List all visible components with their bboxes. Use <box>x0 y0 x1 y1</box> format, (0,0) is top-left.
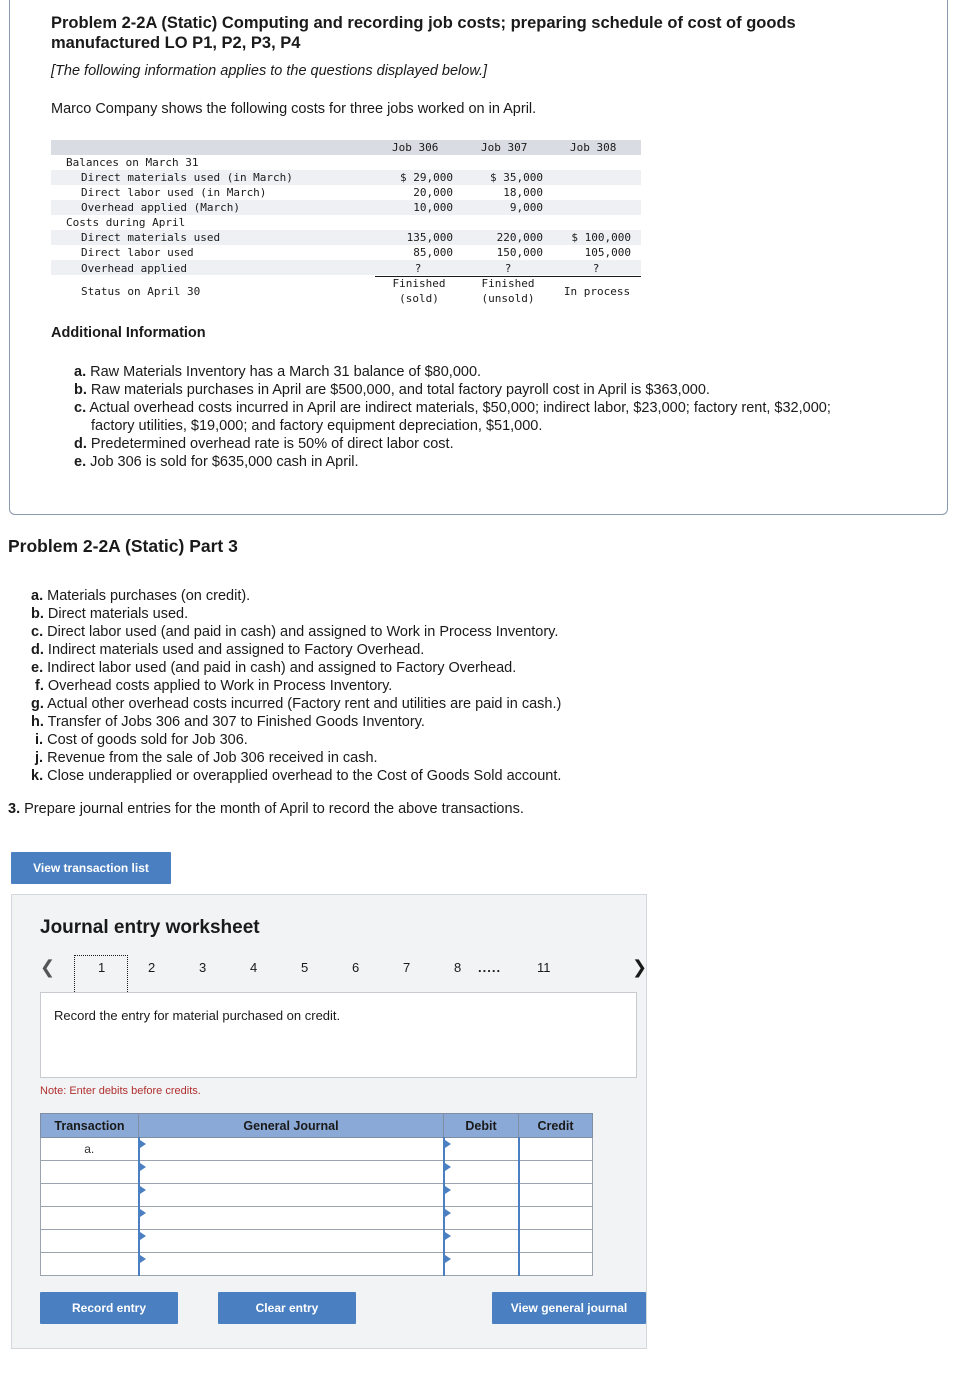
list-item: b. Direct materials used. <box>31 606 189 622</box>
table-row <box>41 1253 593 1276</box>
cell-value: $ 100,000 <box>571 231 631 244</box>
page-11[interactable]: 11 <box>537 960 551 975</box>
row-label: Direct labor used (in March) <box>81 186 267 199</box>
col-general-journal: General Journal <box>139 1114 444 1138</box>
transaction-cell: a. <box>41 1138 139 1161</box>
page-5[interactable]: 5 <box>301 960 309 975</box>
next-page-icon[interactable]: ❯ <box>632 957 648 977</box>
view-transaction-list-button[interactable]: View transaction list <box>11 852 171 884</box>
table-row <box>41 1138 593 1161</box>
credit-input[interactable] <box>519 1207 593 1230</box>
credit-input[interactable] <box>519 1161 593 1184</box>
list-item: i. Cost of goods sold for Job 306. <box>35 732 248 748</box>
table-row <box>41 1207 593 1230</box>
worksheet-pager <box>40 955 648 981</box>
cell-value: 20,000 <box>413 186 453 199</box>
row-label: Direct materials used <box>81 231 221 244</box>
debit-input[interactable] <box>444 1253 519 1276</box>
page-2[interactable]: 2 <box>148 960 156 975</box>
cell-value: 9,000 <box>509 201 543 214</box>
col-debit: Debit <box>444 1114 519 1138</box>
transaction-cell <box>41 1253 139 1276</box>
problem-note: [The following information applies to the questions displayed below.] <box>51 63 488 79</box>
journal-table <box>40 1113 593 1276</box>
page-ellipsis: ..... <box>478 960 502 975</box>
dropdown-icon <box>445 1163 451 1171</box>
problem-intro: Marco Company shows the following costs for three jobs worked on in April. <box>51 101 537 117</box>
list-item: k. Close underapplied or overapplied overhead to the Cost of Goods Sold account. <box>31 768 562 784</box>
cell-value: ? <box>504 262 512 275</box>
col-transaction: Transaction <box>41 1114 139 1138</box>
col-credit: Credit <box>519 1114 593 1138</box>
list-item: a. Raw Materials Inventory has a March 31 balance of $80,000. <box>74 364 482 380</box>
page-4[interactable]: 4 <box>250 960 258 975</box>
table-row <box>41 1230 593 1253</box>
list-item: e. Indirect labor used (and paid in cash) and assigned to Factory Overhead. <box>31 660 517 676</box>
transaction-cell <box>41 1230 139 1253</box>
col-header-307: Job 307 <box>481 141 528 154</box>
journal-entry-worksheet <box>11 894 647 1349</box>
row-label: Direct labor used <box>81 246 194 259</box>
page-3[interactable]: 3 <box>199 960 207 975</box>
account-select[interactable] <box>139 1138 444 1161</box>
cell-value: $ 35,000 <box>490 171 543 184</box>
debit-input[interactable] <box>444 1161 519 1184</box>
col-header-308: Job 308 <box>570 141 617 154</box>
col-header-306: Job 306 <box>392 141 439 154</box>
list-item: c. Actual overhead costs incurred in April are indirect materials, $50,000; indirect labor, $23,000; factory rent, $32,000; factory utilities, $19,000; and factory equipment depreciation, $51,000. <box>74 400 831 434</box>
part-title: Problem 2-2A (Static) Part 3 <box>8 536 238 556</box>
dropdown-icon <box>445 1232 451 1240</box>
transaction-cell <box>41 1207 139 1230</box>
dropdown-icon <box>445 1209 451 1217</box>
record-entry-button[interactable]: Record entry <box>40 1292 178 1324</box>
page-1[interactable]: 1 <box>98 960 106 975</box>
prev-page-icon[interactable]: ❮ <box>40 957 56 977</box>
debit-input[interactable] <box>444 1138 519 1161</box>
entry-prompt: Record the entry for material purchased on credit. <box>54 1008 341 1023</box>
account-select[interactable] <box>139 1161 444 1184</box>
cell-value: 85,000 <box>413 246 453 259</box>
status-308: In process <box>563 285 631 298</box>
list-item: a. Materials purchases (on credit). <box>31 588 251 604</box>
additional-info-title: Additional Information <box>51 325 206 341</box>
table-row <box>41 1184 593 1207</box>
section-label: Costs during April <box>66 216 186 229</box>
account-select[interactable] <box>139 1253 444 1276</box>
dropdown-icon <box>140 1186 146 1194</box>
dropdown-icon <box>140 1140 146 1148</box>
cell-value: 10,000 <box>413 201 453 214</box>
cell-value: 150,000 <box>496 246 543 259</box>
list-item: e. Job 306 is sold for $635,000 cash in April. <box>74 454 359 470</box>
transaction-cell <box>41 1184 139 1207</box>
transaction-cell <box>41 1161 139 1184</box>
worksheet-title: Journal entry worksheet <box>40 917 260 938</box>
list-item: f. Overhead costs applied to Work in Process Inventory. <box>35 678 393 694</box>
list-item: d. Predetermined overhead rate is 50% of direct labor cost. <box>74 436 454 452</box>
cell-value: 135,000 <box>406 231 453 244</box>
view-general-journal-button[interactable]: View general journal <box>492 1292 646 1324</box>
list-item: d. Indirect materials used and assigned to Factory Overhead. <box>31 642 425 658</box>
list-item: c. Direct labor used (and paid in cash) and assigned to Work in Process Inventory. <box>31 624 559 640</box>
section-label: Balances on March 31 <box>66 156 199 169</box>
cell-value: 220,000 <box>496 231 543 244</box>
dropdown-icon <box>445 1255 451 1263</box>
list-item: h. Transfer of Jobs 306 and 307 to Finished Goods Inventory. <box>31 714 425 730</box>
list-item: b. Raw materials purchases in April are $500,000, and total factory payroll cost in April is $363,000. <box>74 382 710 398</box>
dropdown-icon <box>140 1163 146 1171</box>
row-label: Direct materials used (in March) <box>81 171 293 184</box>
account-select[interactable] <box>139 1184 444 1207</box>
page-7[interactable]: 7 <box>403 960 411 975</box>
credit-input[interactable] <box>519 1253 593 1276</box>
account-select[interactable] <box>139 1230 444 1253</box>
dropdown-icon <box>140 1209 146 1217</box>
cell-value: 105,000 <box>584 246 631 259</box>
cell-value: $ 29,000 <box>400 171 453 184</box>
status-306-detail: (sold) <box>399 292 439 305</box>
credit-input[interactable] <box>519 1184 593 1207</box>
clear-entry-button[interactable]: Clear entry <box>218 1292 356 1324</box>
cell-value: 18,000 <box>503 186 543 199</box>
entry-prompt-box <box>40 992 637 1078</box>
account-select[interactable] <box>139 1207 444 1230</box>
transaction-list <box>31 587 561 785</box>
dropdown-icon <box>445 1186 451 1194</box>
cell-value: ? <box>592 262 600 275</box>
dropdown-icon <box>140 1255 146 1263</box>
cell-value: ? <box>414 262 422 275</box>
dropdown-icon <box>445 1140 451 1148</box>
status-306: Finished <box>392 277 446 290</box>
status-307-detail: (unsold) <box>481 292 535 305</box>
credit-input[interactable] <box>519 1230 593 1253</box>
debit-input[interactable] <box>444 1230 519 1253</box>
page-6[interactable]: 6 <box>352 960 360 975</box>
entry-note: Note: Enter debits before credits. <box>40 1085 201 1097</box>
problem-title: Problem 2-2A (Static) Computing and recording job costs; preparing schedule of cost of goods manufactured LO P1, P2, P3, P4 <box>51 14 796 52</box>
row-label: Overhead applied <box>81 262 187 275</box>
dropdown-icon <box>140 1232 146 1240</box>
row-label: Overhead applied (March) <box>81 201 240 214</box>
table-row <box>41 1161 593 1184</box>
debit-input[interactable] <box>444 1184 519 1207</box>
row-label: Status on April 30 <box>81 285 201 298</box>
debit-input[interactable] <box>444 1207 519 1230</box>
list-item: g. Actual other overhead costs incurred (Factory rent and utilities are paid in cash.) <box>31 696 562 712</box>
requirement-text: 3. Prepare journal entries for the month of April to record the above transactions. <box>8 801 524 817</box>
list-item: j. Revenue from the sale of Job 306 received in cash. <box>35 750 378 766</box>
table-header-band <box>51 140 641 155</box>
status-307: Finished <box>481 277 535 290</box>
additional-info-list <box>74 363 864 471</box>
credit-input[interactable] <box>519 1138 593 1161</box>
page-8[interactable]: 8 <box>454 960 462 975</box>
